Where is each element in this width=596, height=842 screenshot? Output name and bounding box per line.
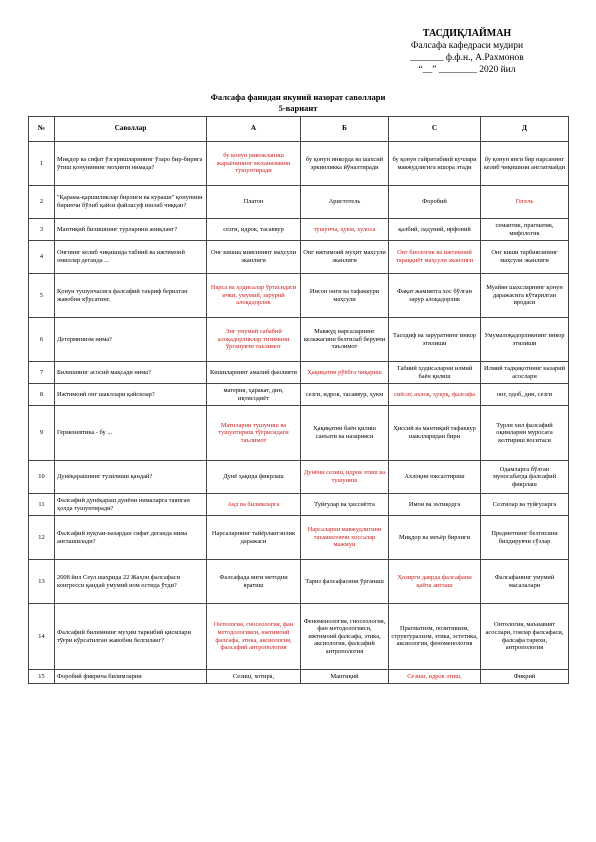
question-cell: Фалсафий дунёқараш дунёни нималарга таянган ҳолда тушунтиради? [55, 494, 207, 516]
option-d-cell: Умумалоқадорликнинг инкор этилиши [481, 318, 569, 362]
option-c-cell: Имон ва эътиқодга [389, 494, 481, 516]
option-d-cell: Муайян шахсларнинг қонун даражасига кўтарилган иродаси [481, 274, 569, 318]
question-cell: Ижтимоий онг шакллари қайсилар? [55, 384, 207, 406]
option-a-cell: Матнларни тушуниш ва тушунтириш тўғрисидаги таълимот [207, 406, 301, 461]
option-b-cell: Аристотель [301, 186, 389, 219]
table-row [29, 560, 569, 604]
option-b-cell: бу қонун инкорда ва шахсий эркинликка йўналтиради [301, 142, 389, 186]
option-c-cell: Фақат жамиятга хос бўлган зарур алоқадорлик [389, 274, 481, 318]
row-number: 13 [29, 560, 55, 604]
option-a-cell: Онг кишиа миясининг маҳсули эканлиги [207, 241, 301, 274]
option-a-cell: Нарсаларнинг тайёрлангэнлик даражаси [207, 516, 301, 560]
question-cell: Дунёқарашнинг тузилиши қандай? [55, 461, 207, 494]
option-b-cell: Туйғулар ва ҳиссиётга [301, 494, 389, 516]
option-d-cell: бу қонун янги бир нарсанинг келиб чиқишини англатмайди [481, 142, 569, 186]
question-cell: Детерминизм нима? [55, 318, 207, 362]
table-row [29, 241, 569, 274]
table-row [29, 670, 569, 684]
option-a-cell: Нарса ва ҳодисалар ўртасидаги ички, умумий, зарурий алоқадорлик [207, 274, 301, 318]
option-a-cell: Дунё ҳақида фикрлаш [207, 461, 301, 494]
option-b-cell: Дунёни сезиш, идрок этиш ва тушуниш [301, 461, 389, 494]
option-c-cell: Сезиш, идрок этиш, [389, 670, 481, 684]
option-a-cell: сезги, идрок, тасаввур [207, 219, 301, 241]
option-a-cell: Кишиларнинг амалий фаолияти [207, 362, 301, 384]
option-a-cell: бу қонун ривожланиш жараёнининг механизмини тушунтиради [207, 142, 301, 186]
approval-signatory: _______ ф.ф.н., А.Рахмонов [410, 53, 524, 63]
option-d-cell: Одамларга бўлган муносабатда фалсафий фикрлаш [481, 461, 569, 494]
option-a-cell: Фалсафада янги методни яратиш [207, 560, 301, 604]
header-option-a: А [207, 117, 301, 142]
question-cell: Форобий фикрича билимларни [55, 670, 207, 684]
table-row [29, 142, 569, 186]
option-d-cell: семантик, прагматик, мифологик [481, 219, 569, 241]
table-row [29, 516, 569, 560]
option-d-cell: Фикрий [481, 670, 569, 684]
table-header-row [29, 117, 569, 142]
row-number: 2 [29, 186, 55, 219]
option-a-cell: Энг умумий сабабий алоқадорликлар тизимини ўрганувчи таълимот [207, 318, 301, 362]
option-d-cell: Гегель [481, 186, 569, 219]
row-number: 8 [29, 384, 55, 406]
table-row [29, 384, 569, 406]
question-cell: 2008 йил Сеул шаҳрида 22 Жаҳон фалсафаси конгресси қандай умумий ном остида ўтди? [55, 560, 207, 604]
document-title: Фалсафа фанидан якуний назорат саволлари [210, 92, 386, 102]
approval-date: “__” ________ 2020 йил [418, 65, 516, 75]
table-row [29, 318, 569, 362]
header-option-b: Б [301, 117, 389, 142]
question-cell: Фалсафий нуқтаи-назардан сифат деганда нима англашилади? [55, 516, 207, 560]
option-a-cell: Онтология, гносеология, фан методологияси, ижтимоий фалсафа, этика, аксиология, фалсафий антропология [207, 604, 301, 670]
table-row [29, 186, 569, 219]
option-a-cell: Ақл ва билимларга [207, 494, 301, 516]
option-c-cell: бу қонун гайритабиий кучлари мавжудлигига ишора этади [389, 142, 481, 186]
option-b-cell: Ҳақиқатни баён қилиш санъати ва назарияси [301, 406, 389, 461]
row-number: 12 [29, 516, 55, 560]
row-number: 6 [29, 318, 55, 362]
option-b-cell: Тариз фалсафасини ўрганиш [301, 560, 389, 604]
row-number: 14 [29, 604, 55, 670]
header-questions: Саволлар [55, 117, 207, 142]
question-cell: Онгнинг келиб чиқишида табиий ва ижтимоий омиллар деганда ... [55, 241, 207, 274]
option-c-cell: Ахлоқни юксалтириш [389, 461, 481, 494]
question-cell: Қонун тушунчасига фалсафий таъриф берилган жавобни кўрсатинг. [55, 274, 207, 318]
option-b-cell: Нарсаларни мавжудлигини таъминловчи хоссалар мажмуи [301, 516, 389, 560]
option-b-cell: Инсон онги ва тафаккури маҳсули [301, 274, 389, 318]
option-c-cell: Ҳозирги даврда фалсафани қайта англаш [389, 560, 481, 604]
question-cell: Фалсафий билимнинг муҳим таркибий қисмлари тўғри кўрсатилган жавобни белгиланг? [55, 604, 207, 670]
table-row [29, 274, 569, 318]
question-cell: Герменевтика - бу ... [55, 406, 207, 461]
option-c-cell: сиёсат, ахлоқ, ҳуқуқ, фалсафа [389, 384, 481, 406]
approval-block [382, 28, 552, 76]
approval-heading: ТАСДИҚЛАЙМАН [422, 28, 512, 39]
row-number: 15 [29, 670, 55, 684]
option-d-cell: онг, одоб, дин, сезги [481, 384, 569, 406]
option-d-cell: Онтология, маънавият асослари, гоялар фалсафаси, фалсафа тарихи, антропология [481, 604, 569, 670]
header-option-d: Д [481, 117, 569, 142]
option-c-cell: Тасодиф ва заруратнинг инкор этилиши [389, 318, 481, 362]
questions-table [28, 116, 569, 684]
option-c-cell: Форобий [389, 186, 481, 219]
header-number: № [29, 117, 55, 142]
option-b-cell: Мавжуд нарсаларнинг келажагини белгилаб берувчи таълимот [301, 318, 389, 362]
option-b-cell: тушунча, ҳукм, хулоса [301, 219, 389, 241]
option-a-cell: материя, ҳаракат, дин, иқтисодиёт [207, 384, 301, 406]
option-c-cell: Ҳиссий ва мантиқий тафаккур шаклларидан бири [389, 406, 481, 461]
row-number: 3 [29, 219, 55, 241]
question-cell: Миқдор ва сифат ўзгаришларининг ўзаро бир-бирига ўтиш қонунининг моҳияти нимада? [55, 142, 207, 186]
option-a-cell: Сезиш, хотира, [207, 670, 301, 684]
table-row [29, 494, 569, 516]
option-c-cell: Прагматизм, позитивизм, структурализм, этика, эстетика, аксиология, феноменология [389, 604, 481, 670]
option-b-cell: сезги, идрок, тасаввур, ҳукм [301, 384, 389, 406]
option-c-cell: қалбий, ладуний, ирфоний [389, 219, 481, 241]
document-titles [0, 92, 596, 114]
option-b-cell: Мантиқий [301, 670, 389, 684]
option-d-cell: Фалсафанинг умумий масалалари [481, 560, 569, 604]
header-option-c: С [389, 117, 481, 142]
table-row [29, 604, 569, 670]
table-row [29, 362, 569, 384]
option-d-cell: Сезгилар ва туйғуларга [481, 494, 569, 516]
approval-department-head: Фалсафа кафедраси мудири [410, 41, 524, 51]
option-c-cell: Табиий ҳодисаларни илмий баён қилиш [389, 362, 481, 384]
option-d-cell: Предметнинг белгисини билдирувчи сўзлар [481, 516, 569, 560]
question-cell: Билишнинг асосий мақсади нима? [55, 362, 207, 384]
row-number: 1 [29, 142, 55, 186]
option-b-cell: Онг ижтимоий муҳит маҳсули эканлиги [301, 241, 389, 274]
option-d-cell: Турли хил фалсафий оқимларни муросага келтириш воситаси [481, 406, 569, 461]
option-d-cell: Илмий тадқиқотнинг назарий асослари [481, 362, 569, 384]
option-c-cell: Миқдор ва меъёр бирлиги [389, 516, 481, 560]
row-number: 4 [29, 241, 55, 274]
option-b-cell: Феноменология, гносеология, фан методологияси, ижтимоий фалсафа, этика, аксиология, фалсафий антропология [301, 604, 389, 670]
option-a-cell: Платон [207, 186, 301, 219]
row-number: 7 [29, 362, 55, 384]
row-number: 9 [29, 406, 55, 461]
table-row [29, 406, 569, 461]
question-cell: Мантиқий билишнинг турларини аниқланг? [55, 219, 207, 241]
row-number: 5 [29, 274, 55, 318]
option-d-cell: Онг киши тарбиясининг маҳсули эканлиги [481, 241, 569, 274]
question-cell: "Қарама-қаршиликлар бирлиги ва кураши" қонунини биринчи бўлиб қайси файласуф ишлаб чиққан? [55, 186, 207, 219]
row-number: 10 [29, 461, 55, 494]
option-b-cell: Ҳақиқатни рўёбга чиқариш [301, 362, 389, 384]
option-c-cell: Онг биологик ва ижтимоий тараққиёт маҳсули эканлиги [389, 241, 481, 274]
table-row [29, 461, 569, 494]
row-number: 11 [29, 494, 55, 516]
variant-label: 5-вариант [278, 103, 318, 113]
table-row [29, 219, 569, 241]
